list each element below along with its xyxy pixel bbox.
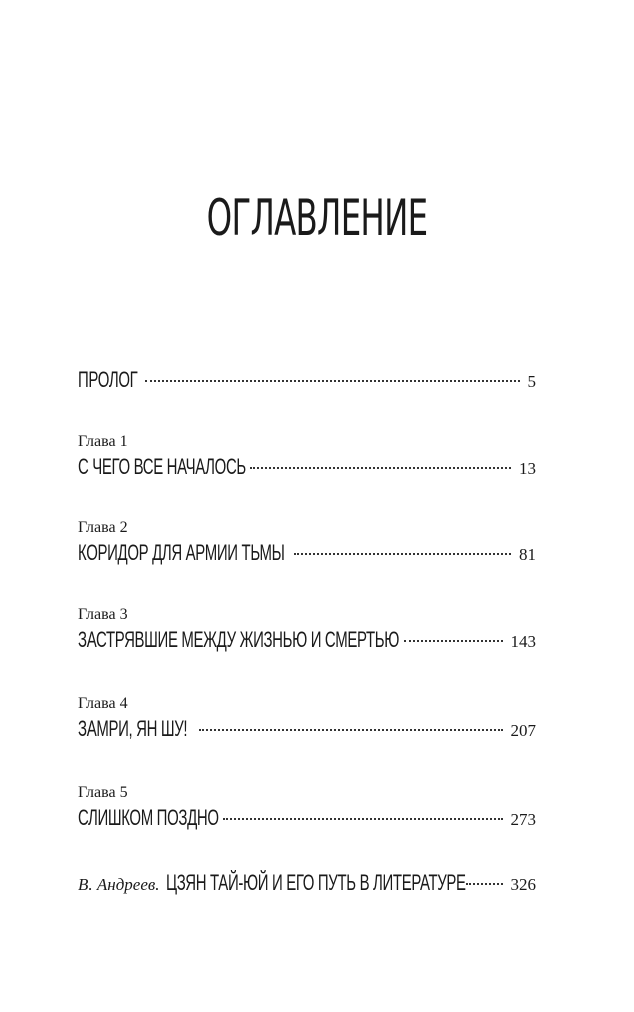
toc-entry-title: СЛИШКОМ ПОЗДНО [78,805,219,830]
dot-leader [145,380,520,382]
dot-leader [199,729,503,731]
toc-entry-row [78,868,536,898]
dot-leader [466,883,503,885]
toc-entry-title: С ЧЕГО ВСЕ НАЧАЛОСЬ [78,454,246,479]
toc-entry-page: 273 [510,810,536,829]
chapter-label: Глава 3 [78,606,128,623]
toc-entry-page: 13 [519,459,536,478]
toc-entry-title: КОРИДОР ДЛЯ АРМИИ ТЬМЫ [78,540,285,565]
chapter-label: Глава 4 [78,695,128,712]
toc-entry-row [78,625,536,655]
toc-entry-title: ЗАСТРЯВШИЕ МЕЖДУ ЖИЗНЬЮ И СМЕРТЬЮ [78,627,400,652]
dot-leader [294,553,511,555]
toc-entry-title: ПРОЛОГ [78,367,138,392]
toc-entry-title-wrap [78,452,246,485]
toc-entry-chapter-5 [78,783,536,833]
dot-leader [223,818,503,820]
page-title: ОГЛАВЛЕНИЕ [206,189,428,247]
dot-leader [404,640,503,642]
toc-entry-page: 326 [510,875,536,894]
toc-entry-chapter-1 [78,432,536,482]
toc-entry-row [78,452,536,482]
toc-entry-page: 81 [519,545,536,564]
toc-entry-row [78,365,536,395]
toc-entry-title-wrap [78,625,400,658]
toc-entry-title-wrap [78,538,290,571]
chapter-label: Глава 2 [78,519,128,536]
toc-entry-title: ЗАМРИ, ЯН ШУ! [78,716,188,741]
toc-entry-chapter-2 [78,518,536,568]
toc-entry-title: ЦЗЯН ТАЙ-ЮЙ И ЕГО ПУТЬ В ЛИТЕРАТУРЕ [165,870,466,895]
toc-entry-page: 207 [510,721,536,740]
toc-entry-page: 5 [527,372,536,391]
toc-entry-title-wrap [166,868,464,901]
toc-entry-row [78,714,536,744]
toc-entry-title-wrap [78,803,219,836]
toc-entry-chapter-3 [78,605,536,655]
toc-entry-chapter-4 [78,694,536,744]
toc-entry-afterword [78,868,536,898]
dot-leader [250,467,511,469]
chapter-label: Глава 5 [78,784,128,801]
toc-entry-title-wrap [78,714,195,747]
toc-entry-prologue [78,365,536,395]
toc-entry-page: 143 [510,632,536,651]
toc-entry-title-wrap [78,365,141,398]
toc-entry-row [78,538,536,568]
toc-entry-row [78,803,536,833]
toc-entry-author: В. Андреев. [78,875,160,894]
chapter-label: Глава 1 [78,433,128,450]
